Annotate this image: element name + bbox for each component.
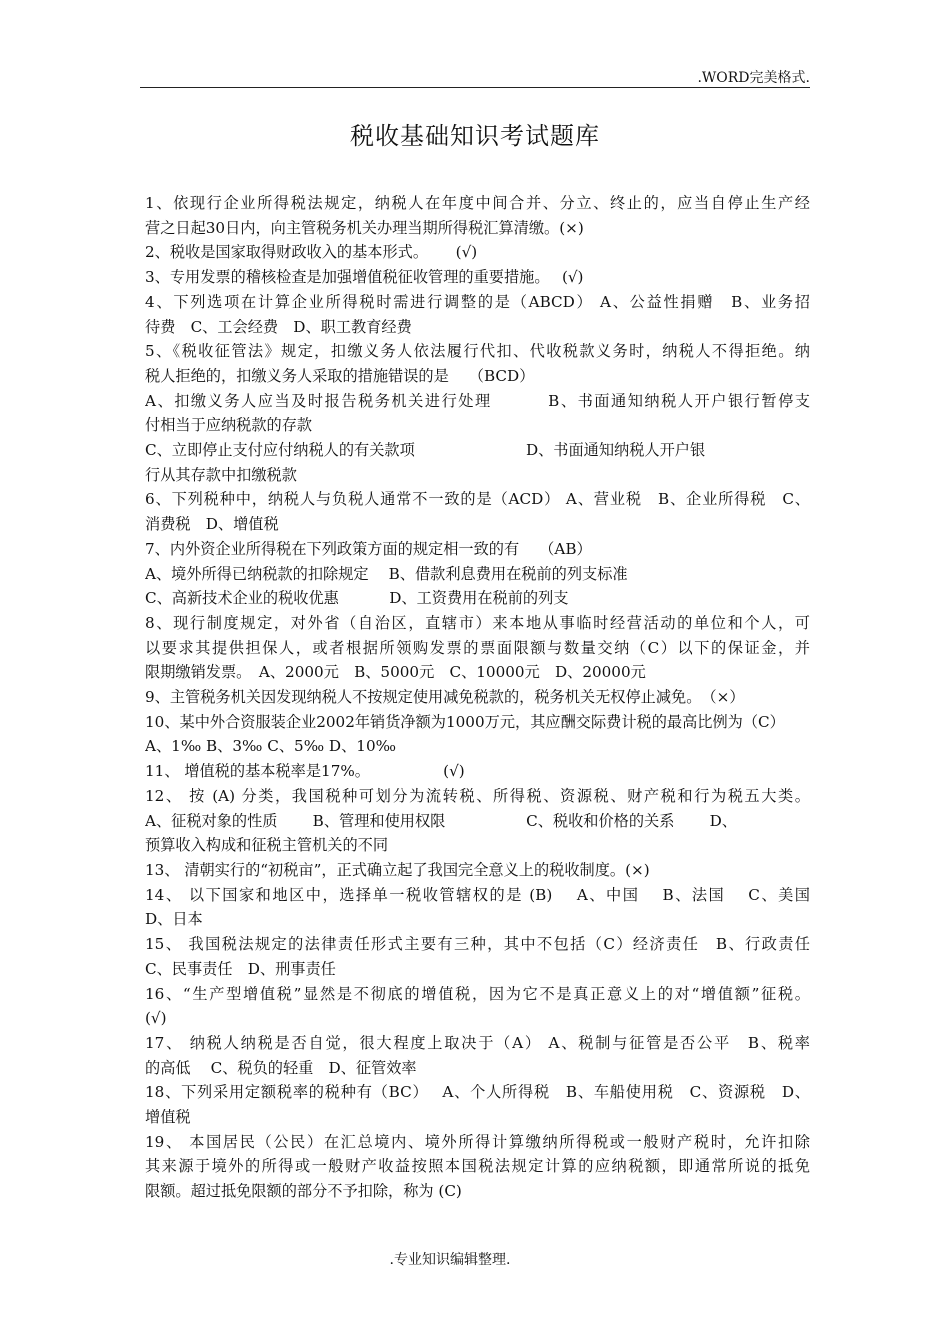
text-line: 6、下列税种中，纳税人与负税人通常不一致的是（ACD） A、营业税 B、企业所得税 C、 [145,490,810,509]
text-line: 付相当于应纳税款的存款 [145,416,313,435]
text-line: 11、 增值税的基本税率是17%。 (√) [145,762,465,781]
text-line: 7、内外资企业所得税在下列政策方面的规定相一致的有 （AB） [145,539,592,558]
text-line: 2、税收是国家取得财政收入的基本形式。 (√) [145,243,478,262]
text-line: 9、主管税务机关因发现纳税人不按规定使用减免税款的，税务机关无权停止减免。 （×） [145,688,745,707]
question-body [145,191,810,1204]
text-line: 消费税 D、增值税 [145,515,279,534]
text-line: 15、 我国税法规定的法律责任形式主要有三种，其中不包括（C）经济责任 B、行政责任 [145,935,810,954]
text-line: 预算收入构成和征税主管机关的不同 [145,836,388,855]
text-line: 的高低 C、税负的轻重 D、征管效率 [145,1058,417,1077]
text-line: 增值税 [145,1108,191,1127]
text-line: A、扣缴义务人应当及时报告税务机关进行处理 B、书面通知纳税人开户银行暂停支 [145,391,810,410]
page-header: .WORD完美格式. [697,70,810,86]
text-line: 以要求其提供担保人，或者根据所领购发票的票面限额与数量交纳（C）以下的保证金，并 [145,638,810,657]
text-line: A、1‰ B、3‰ C、5‰ D、10‰ [145,737,396,756]
text-line: 14、 以下国家和地区中，选择单一税收管辖权的是 (B) A、中国 B、法国 C、美国 [145,885,810,904]
text-line: 限额。超过抵免限额的部分不予扣除，称为 (C) [145,1182,462,1201]
text-line: C、民事责任 D、刑事责任 [145,959,336,978]
text-line: 10、某中外合资服装企业2002年销货净额为1000万元，其应酬交际费计税的最高比例为（C） [145,712,785,731]
text-line: 1、依现行企业所得税法规定，纳税人在年度中间合并、分立、终止的，应当自停止生产经 [145,194,810,212]
text-line: 5、《税收征管法》规定，扣缴义务人依法履行代扣、代收税款义务时，纳税人不得拒绝。纳 [145,342,810,361]
text-line: 17、 纳税人纳税是否自觉，很大程度上取决于（A） A、税制与征管是否公平 B、税率 [145,1033,810,1052]
text-line: A、境外所得已纳税款的扣除规定 B、借款利息费用在税前的列支标准 [145,564,628,583]
text-line: 4、下列选项在计算企业所得税时需进行调整的是（ABCD） A、公益性捐赠 B、业务招 [145,292,810,311]
text-line: 19、 本国居民（公民）在汇总境内、境外所得计算缴纳所得税或一般财产税时，允许扣除 [145,1132,810,1151]
text-line: C、立即停止支付应付纳税人的有关款项 D、书面通知纳税人开户银 [145,441,706,460]
text-line: 其来源于境外的所得或一般财产收益按照本国税法规定计算的应纳税额，即通常所说的抵免 [145,1157,810,1176]
text-line: 行从其存款中扣缴税款 [145,465,297,484]
text-line: 限期缴销发票。 A、2000元 B、5000元 C、10000元 D、20000元 [145,663,646,682]
text-line: C、高新技术企业的税收优惠 D、工资费用在税前的列支 [145,589,569,608]
text-line: 12、 按 (A) 分类，我国税种可划分为流转税、所得税、资源税、财产税和行为税五大类。 [145,786,810,805]
text-line: 18、下列采用定额税率的税种有（BC） A、个人所得税 B、车船使用税 C、资源税 D、 [145,1083,810,1102]
text-line: A、征税对象的性质 B、管理和使用权限 C、税收和价格的关系 D、 [145,811,737,830]
text-line: 8、现行制度规定，对外省（自治区，直辖市）来本地从事临时经营活动的单位和个人，可 [145,613,810,632]
text-line: 税人拒绝的，扣缴义务人采取的措施错误的是 （BCD） [145,366,535,385]
document-title: 税收基础知识考试题库 [350,122,600,150]
text-line: 16、“生产型增值税”显然是不彻底的增值税，因为它不是真正意义上的对“增值额”征税。 [145,984,810,1003]
text-line: 3、专用发票的稽核检查是加强增值税征收管理的重要措施。 (√) [145,268,584,287]
page-footer: .专业知识编辑整理. [389,1252,511,1268]
text-line: (√) [145,1009,167,1028]
header-rule [140,87,810,88]
text-line: 待费 C、工会经费 D、职工教育经费 [145,317,412,336]
text-line: 13、 清朝实行的“初税亩”，正式确立起了我国完全意义上的税收制度。(×) [145,860,650,879]
text-line: 营之日起30日内，向主管税务机关办理当期所得税汇算清缴。(×) [145,218,584,237]
text-line: D、日本 [145,910,203,929]
